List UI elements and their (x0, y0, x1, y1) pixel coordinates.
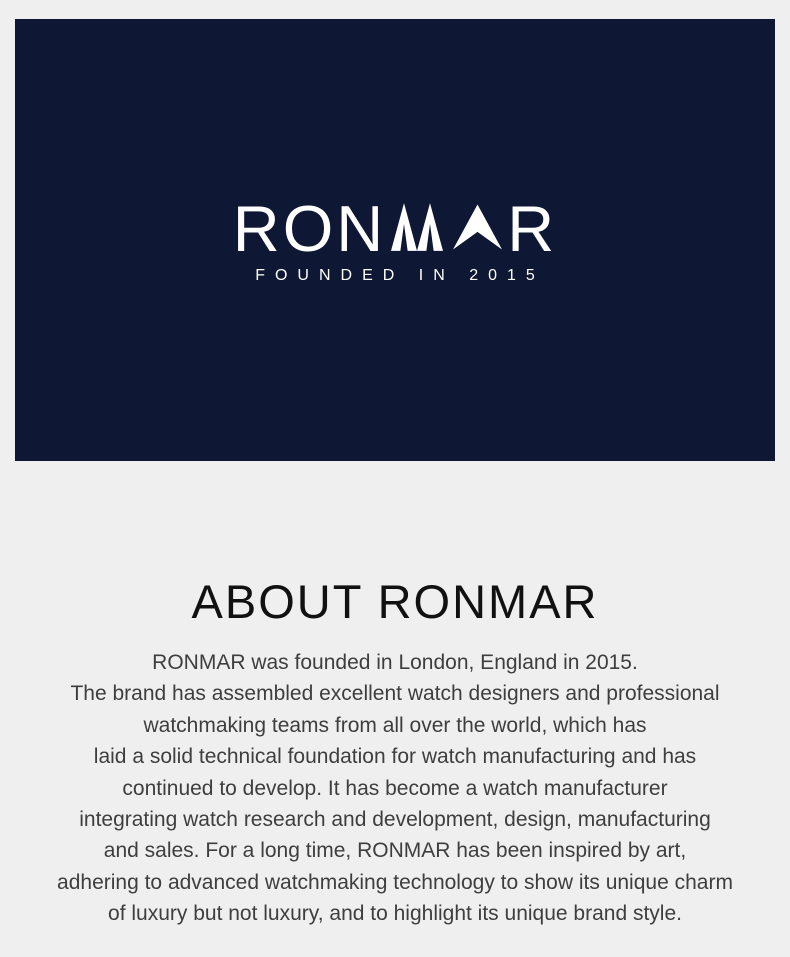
logo-m-icon (391, 203, 443, 251)
paragraph-line: laid a solid technical foundation for watch manufacturing and has (93, 745, 697, 769)
about-title: ABOUT RONMAR (191, 575, 599, 628)
logo-a-icon (453, 203, 502, 251)
paragraph-line: of luxury but not luxury, and to highlight its unique brand style. (108, 902, 682, 926)
founded-tagline: FOUNDED IN 2015 (255, 266, 545, 284)
paragraph-line: RONMAR was founded in London, England in 2015. (152, 651, 638, 674)
paragraph-line: integrating watch research and development, design, manufacturing (79, 808, 711, 832)
paragraph-line: The brand has assembled excellent watch designers and professional (70, 682, 720, 706)
paragraph-line: watchmaking teams from all over the world, which has (143, 713, 647, 737)
about-section (0, 461, 790, 930)
paragraph-line: and sales. For a long time, RONMAR has been inspired by art, (103, 839, 687, 863)
logo-text-right: R (507, 191, 558, 265)
paragraph-line: adhering to advanced watchmaking technology to show its unique charm (57, 870, 733, 894)
about-paragraph (0, 647, 790, 930)
logo-text-left: RON (232, 191, 387, 265)
logo-wordmark (232, 191, 558, 265)
paragraph-line: continued to develop. It has become a watch manufacturer (122, 776, 668, 800)
brand-banner (15, 19, 775, 461)
ronmar-logo (232, 191, 558, 285)
